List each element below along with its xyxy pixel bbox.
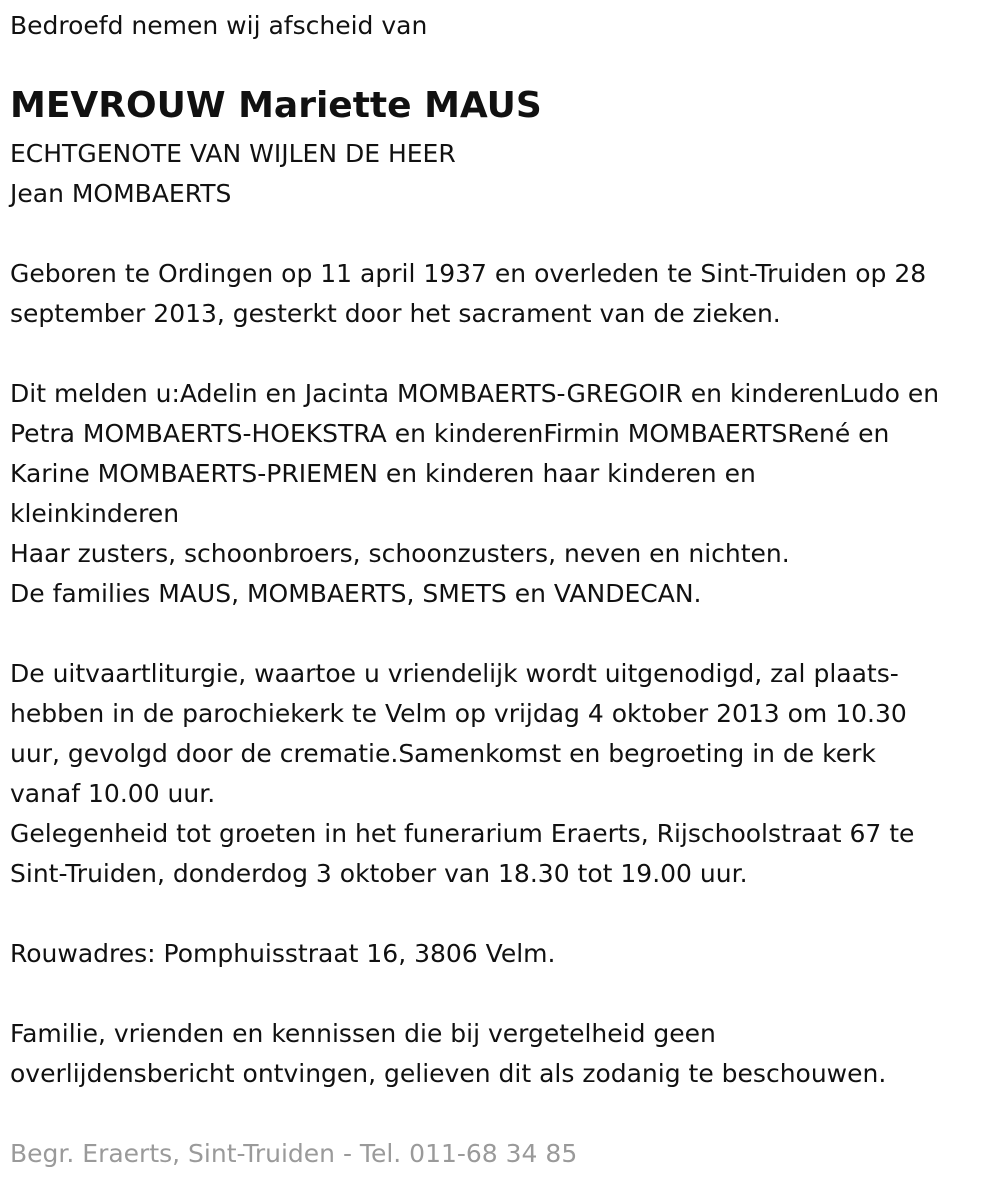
paragraph-line: vanaf 10.00 uur. — [10, 779, 216, 808]
paragraph-line: Familie, vrienden en kennissen die bij vergetelheid geen — [10, 1019, 716, 1048]
paragraph-line: overlijdensbericht ontvingen, gelieven dit als zodanig te beschouwen. — [10, 1059, 887, 1088]
mourning-address-text: Rouwadres: Pomphuisstraat 16, 3806 Velm. — [10, 939, 556, 968]
funeral-home-footer: Begr. Eraerts, Sint-Truiden - Tel. 011-68 34 85 — [10, 1139, 578, 1168]
spouse-block — [10, 134, 456, 214]
paragraph-line: kleinkinderen — [10, 499, 180, 528]
paragraph-line: uur, gevolgd door de crematie.Samenkomst en begroeting in de kerk — [10, 739, 876, 768]
funeral-paragraph — [10, 654, 914, 894]
paragraph-line: hebben in de parochiekerk te Velm op vrijdag 4 oktober 2013 om 10.30 — [10, 699, 907, 728]
deceased-name: MEVROUW Mariette MAUS — [10, 85, 542, 126]
notice-paragraph — [10, 1014, 886, 1094]
birth-death-paragraph — [10, 254, 926, 334]
paragraph-line: De uitvaartliturgie, waartoe u vriendelijk wordt uitgenodigd, zal plaats- — [10, 659, 899, 688]
paragraph-line: Geboren te Ordingen op 11 april 1937 en overleden te Sint-Truiden op 28 — [10, 259, 927, 288]
spouse-name: Jean MOMBAERTS — [10, 179, 232, 208]
paragraph-line: september 2013, gesterkt door het sacrament van de zieken. — [10, 299, 781, 328]
paragraph-line: Dit melden u:Adelin en Jacinta MOMBAERTS-GREGOIR en kinderenLudo en — [10, 379, 940, 408]
spouse-title: ECHTGENOTE VAN WIJLEN DE HEER — [10, 139, 456, 168]
paragraph-line: De families MAUS, MOMBAERTS, SMETS en VANDECAN. — [10, 579, 702, 608]
paragraph-line: Petra MOMBAERTS-HOEKSTRA en kinderenFirmin MOMBAERTSRené en — [10, 419, 890, 448]
family-paragraph — [10, 374, 939, 614]
mourning-address — [10, 934, 555, 974]
paragraph-line: Haar zusters, schoonbroers, schoonzusters, neven en nichten. — [10, 539, 790, 568]
paragraph-line: Karine MOMBAERTS-PRIEMEN en kinderen haar kinderen en — [10, 459, 756, 488]
paragraph-line: Gelegenheid tot groeten in het funerarium Eraerts, Rijschoolstraat 67 te — [10, 819, 915, 848]
intro-text: Bedroefd nemen wij afscheid van — [10, 11, 428, 40]
paragraph-line: Sint-Truiden, donderdog 3 oktober van 18.30 tot 19.00 uur. — [10, 859, 748, 888]
